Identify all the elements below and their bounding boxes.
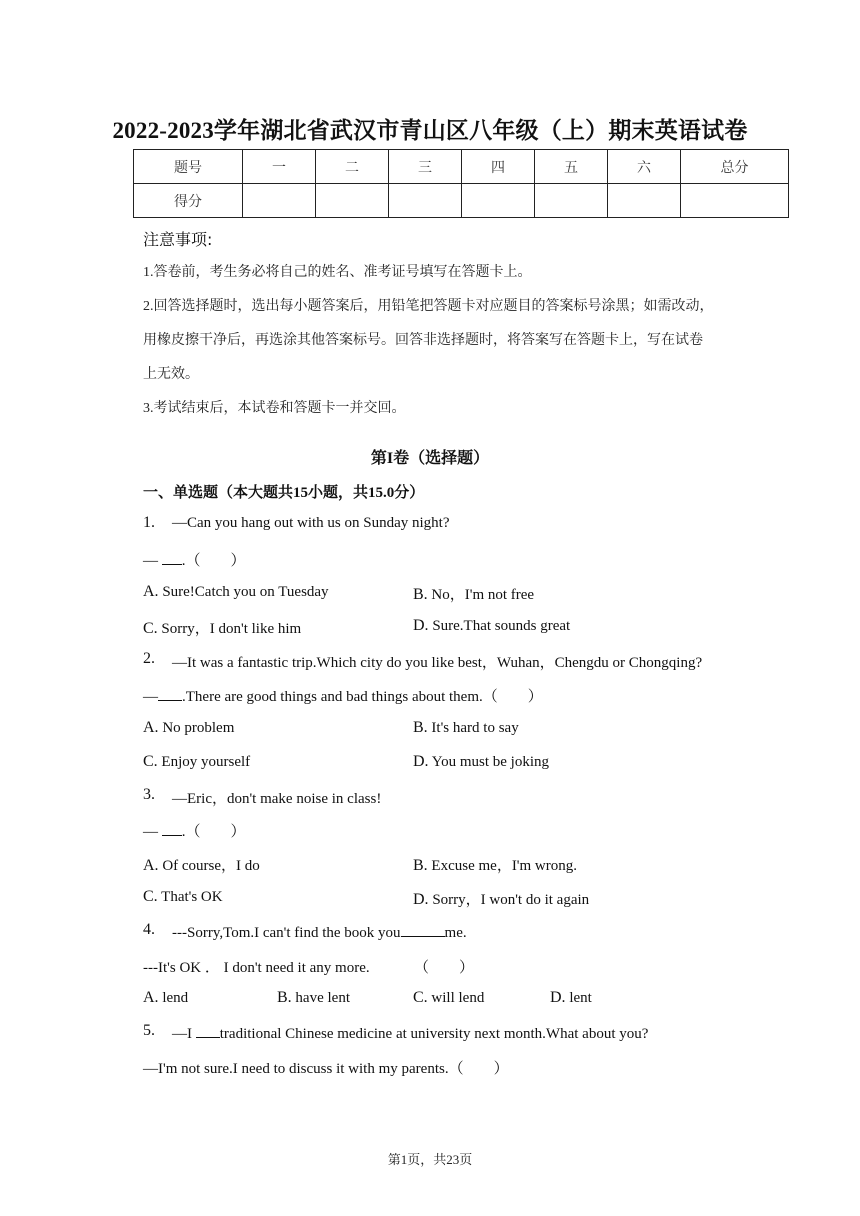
score-cell (389, 184, 462, 218)
section-title: 第I卷（选择题） (370, 450, 490, 467)
question-number: 1. (143, 514, 155, 531)
score-header-cell: 四 (462, 150, 535, 184)
score-cell (535, 184, 608, 218)
answer-paren: .（ ） (181, 553, 246, 569)
option-text: have lent (295, 990, 350, 1006)
stem-text-before: ---Sorry,Tom.I can't find the book you (172, 925, 401, 941)
score-cell (608, 184, 681, 218)
note-line: 用橡皮擦干净后，再选涂其他答案标号。回答非选择题时，将答案写在答题卡上，写在试卷 (143, 333, 703, 348)
score-row-label: 得分 (134, 184, 243, 218)
option-letter: B. (277, 989, 292, 1006)
option-text: Sorry，I won't do it again (432, 892, 590, 908)
score-header-cell: 总分 (681, 150, 789, 184)
question-number: 3. (143, 786, 155, 803)
option-b (413, 719, 519, 737)
exam-title: 2022-2023学年湖北省武汉市青山区八年级（上）期末英语试卷 (112, 118, 748, 143)
score-cell (316, 184, 389, 218)
stem-text-before: —I (172, 1026, 196, 1042)
question-stem: —Can you hang out with us on Sunday night? (172, 515, 450, 531)
question-stem: —It was a fantastic trip.Which city do you like best，Wuhan，Chengdu or Chongqing? (172, 655, 703, 671)
score-cell (243, 184, 316, 218)
score-header-cell: 题号 (134, 150, 243, 184)
option-text: will lend (431, 990, 485, 1006)
score-cell (681, 184, 789, 218)
option-letter: A. (143, 583, 159, 600)
option-a (143, 854, 260, 875)
score-header-cell: 五 (535, 150, 608, 184)
option-text: Of course，I do (162, 858, 260, 874)
option-letter: D. (550, 989, 566, 1006)
option-b (413, 854, 577, 875)
option-letter: A. (143, 857, 159, 874)
question-number: 5. (143, 1022, 155, 1039)
question-answer-line: ---It's OK ． I don't need it any more. (143, 960, 370, 976)
answer-dash: — (143, 824, 162, 840)
question-answer-line (143, 549, 246, 570)
answer-dash: — (143, 689, 158, 705)
option-text: No problem (162, 720, 235, 736)
question-stem: —Eric，don't make noise in class! (172, 791, 382, 807)
answer-blank (162, 550, 182, 565)
option-letter: A. (143, 719, 159, 736)
note-line: 上无效。 (143, 367, 199, 382)
option-letter: B. (413, 719, 428, 736)
option-letter: A. (143, 989, 159, 1006)
score-table (133, 149, 789, 218)
option-letter: B. (413, 857, 428, 874)
option-c (143, 617, 301, 638)
note-line: 1.答卷前，考生务必将自己的姓名、准考证号填写在答题卡上。 (143, 265, 532, 280)
option-c (143, 753, 250, 771)
option-text: Sure!Catch you on Tuesday (162, 584, 329, 600)
option-a (143, 719, 234, 737)
option-d (413, 888, 589, 909)
question-answer-line (143, 685, 543, 706)
option-d (550, 989, 592, 1007)
option-letter: D. (413, 753, 429, 770)
score-cell (462, 184, 535, 218)
option-text: You must be joking (431, 754, 550, 770)
answer-dash: — (143, 553, 162, 569)
answer-blank (401, 922, 445, 937)
question-number: 4. (143, 921, 155, 938)
question-answer-line: —I'm not sure.I need to discuss it with my parents.（ ） (143, 1061, 509, 1077)
score-header-cell: 三 (389, 150, 462, 184)
option-c (143, 888, 223, 906)
option-a (143, 583, 329, 601)
question-answer-line (143, 820, 246, 841)
option-text: It's hard to say (431, 720, 519, 736)
option-text: Enjoy yourself (161, 754, 251, 770)
option-text: Excuse me，I'm wrong. (431, 858, 578, 874)
answer-paren: （ ） (414, 960, 475, 976)
option-text: lend (162, 990, 189, 1006)
option-text: No，I'm not free (431, 587, 535, 603)
notes-heading: 注意事项: (143, 230, 213, 249)
answer-paren: .（ ） (181, 824, 246, 840)
option-letter: D. (413, 617, 429, 634)
option-letter: B. (413, 586, 428, 603)
option-text: lent (569, 990, 592, 1006)
score-header-cell: 六 (608, 150, 681, 184)
score-table-score-row (134, 184, 789, 218)
option-b (413, 583, 534, 604)
option-letter: D. (413, 891, 429, 908)
option-d (413, 753, 549, 771)
score-header-cell: 二 (316, 150, 389, 184)
question-stem (172, 1023, 648, 1043)
option-letter: C. (143, 888, 158, 905)
option-letter: C. (143, 620, 158, 637)
question-stem (172, 922, 467, 942)
option-text: That's OK (161, 889, 223, 905)
option-d (413, 617, 570, 635)
question-number: 2. (143, 650, 155, 667)
answer-paren: .There are good things and bad things about them.（ ） (182, 689, 543, 705)
note-line: 2.回答选择题时，选出每小题答案后，用铅笔把答题卡对应题目的答案标号涂黑；如需改动， (143, 299, 714, 314)
answer-blank (196, 1023, 220, 1038)
page-footer: 第1页，共23页 (387, 1152, 473, 1167)
score-table-header-row (134, 150, 789, 184)
part-title: 一、单选题（本大题共15小题，共15.0分） (143, 485, 425, 501)
option-letter: C. (413, 989, 428, 1006)
option-a (143, 989, 188, 1007)
option-c (413, 989, 484, 1007)
answer-blank (162, 821, 182, 836)
option-letter: C. (143, 753, 158, 770)
option-text: Sure.That sounds great (432, 618, 571, 634)
answer-blank (158, 686, 182, 701)
option-text: Sorry，I don't like him (161, 621, 302, 637)
option-b (277, 989, 350, 1007)
stem-text-after: me. (444, 925, 467, 941)
score-header-cell: 一 (243, 150, 316, 184)
note-line: 3.考试结束后，本试卷和答题卡一并交回。 (143, 401, 406, 416)
stem-text-after: traditional Chinese medicine at university next month.What about you? (219, 1026, 649, 1042)
